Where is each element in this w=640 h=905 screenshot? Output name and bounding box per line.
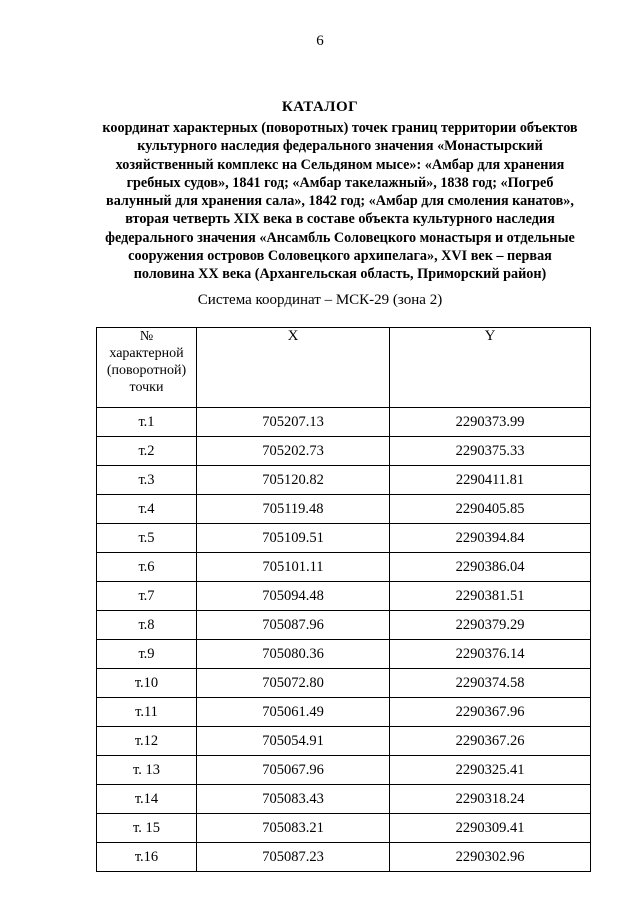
subtitle-line: культурного наследия федерального значения «Монастырский — [137, 138, 543, 155]
cell-y: 2290367.96 — [390, 698, 591, 727]
header-point-line: точки — [129, 380, 164, 395]
cell-y: 2290325.41 — [390, 756, 591, 785]
table-row — [97, 669, 591, 698]
cell-y: 2290376.14 — [390, 640, 591, 669]
cell-point: т.3 — [97, 466, 197, 495]
cell-point: т.6 — [97, 553, 197, 582]
table-row — [97, 611, 591, 640]
cell-x: 705202.73 — [197, 437, 390, 466]
subtitle-line: вторая четверть XIX века в составе объекта культурного наследия — [125, 211, 555, 228]
cell-y: 2290318.24 — [390, 785, 591, 814]
table-row — [97, 495, 591, 524]
cell-y: 2290302.96 — [390, 843, 591, 872]
header-point — [97, 328, 197, 408]
cell-point: т.4 — [97, 495, 197, 524]
cell-point: т. 15 — [97, 814, 197, 843]
table-row — [97, 466, 591, 495]
cell-x: 705101.11 — [197, 553, 390, 582]
cell-y: 2290309.41 — [390, 814, 591, 843]
cell-x: 705109.51 — [197, 524, 390, 553]
cell-y: 2290405.85 — [390, 495, 591, 524]
cell-point: т.2 — [97, 437, 197, 466]
cell-x: 705087.23 — [197, 843, 390, 872]
cell-y: 2290381.51 — [390, 582, 591, 611]
table-row — [97, 640, 591, 669]
cell-point: т.14 — [97, 785, 197, 814]
page-number: 6 — [316, 33, 324, 49]
table-row — [97, 785, 591, 814]
table-row — [97, 727, 591, 756]
subtitle-line: федерального значения «Ансамбль Соловецкого монастыря и отдельные — [105, 229, 575, 246]
cell-point: т.5 — [97, 524, 197, 553]
table-row — [97, 408, 591, 437]
cell-y: 2290386.04 — [390, 553, 591, 582]
cell-x: 705067.96 — [197, 756, 390, 785]
cell-x: 705083.43 — [197, 785, 390, 814]
cell-x: 705072.80 — [197, 669, 390, 698]
subtitle-line: половина XX века (Архангельская область, Приморский район) — [133, 266, 547, 283]
header-point-line: (поворотной) — [106, 363, 187, 378]
coordinates-table — [96, 327, 591, 872]
table-row — [97, 814, 591, 843]
cell-x: 705061.49 — [197, 698, 390, 727]
table-row — [97, 524, 591, 553]
header-x: X — [197, 328, 390, 408]
catalog-subtitle — [80, 119, 600, 284]
catalog-title: КАТАЛОГ — [281, 99, 359, 115]
header-point-line: № — [139, 329, 154, 344]
cell-y: 2290373.99 — [390, 408, 591, 437]
subtitle-line: хозяйственный комплекс на Сельдяном мысе»: «Амбар для хранения — [115, 156, 565, 173]
header-y: Y — [390, 328, 591, 408]
table-row — [97, 582, 591, 611]
cell-y: 2290375.33 — [390, 437, 591, 466]
cell-point: т.7 — [97, 582, 197, 611]
cell-x: 705120.82 — [197, 466, 390, 495]
coordinate-system-label: Система координат – МСК-29 (зона 2) — [197, 292, 443, 308]
cell-point: т.10 — [97, 669, 197, 698]
table-row — [97, 756, 591, 785]
subtitle-line: сооружения островов Соловецкого архипелага», XVI век – первая — [128, 248, 552, 265]
subtitle-line: координат характерных (поворотных) точек границ территории объектов — [102, 120, 578, 136]
cell-point: т.12 — [97, 727, 197, 756]
table-row — [97, 698, 591, 727]
cell-point: т.16 — [97, 843, 197, 872]
cell-x: 705094.48 — [197, 582, 390, 611]
cell-x: 705207.13 — [197, 408, 390, 437]
cell-x: 705054.91 — [197, 727, 390, 756]
header-point-line: характерной — [109, 346, 184, 361]
cell-point: т.11 — [97, 698, 197, 727]
cell-x: 705119.48 — [197, 495, 390, 524]
table-row — [97, 553, 591, 582]
subtitle-line: гребных судов», 1841 год; «Амбар такелажный», 1838 год; «Погреб — [126, 174, 554, 191]
cell-x: 705083.21 — [197, 814, 390, 843]
table-row — [97, 437, 591, 466]
cell-y: 2290367.26 — [390, 727, 591, 756]
cell-point: т. 13 — [97, 756, 197, 785]
cell-y: 2290374.58 — [390, 669, 591, 698]
cell-point: т.8 — [97, 611, 197, 640]
cell-y: 2290379.29 — [390, 611, 591, 640]
cell-x: 705080.36 — [197, 640, 390, 669]
cell-x: 705087.96 — [197, 611, 390, 640]
table-header-row — [97, 328, 591, 408]
table-row — [97, 843, 591, 872]
cell-point: т.9 — [97, 640, 197, 669]
subtitle-line: валунный для хранения сала», 1842 год; «Амбар для смоления канатов», — [106, 193, 574, 210]
cell-point: т.1 — [97, 408, 197, 437]
cell-y: 2290394.84 — [390, 524, 591, 553]
cell-y: 2290411.81 — [390, 466, 591, 495]
